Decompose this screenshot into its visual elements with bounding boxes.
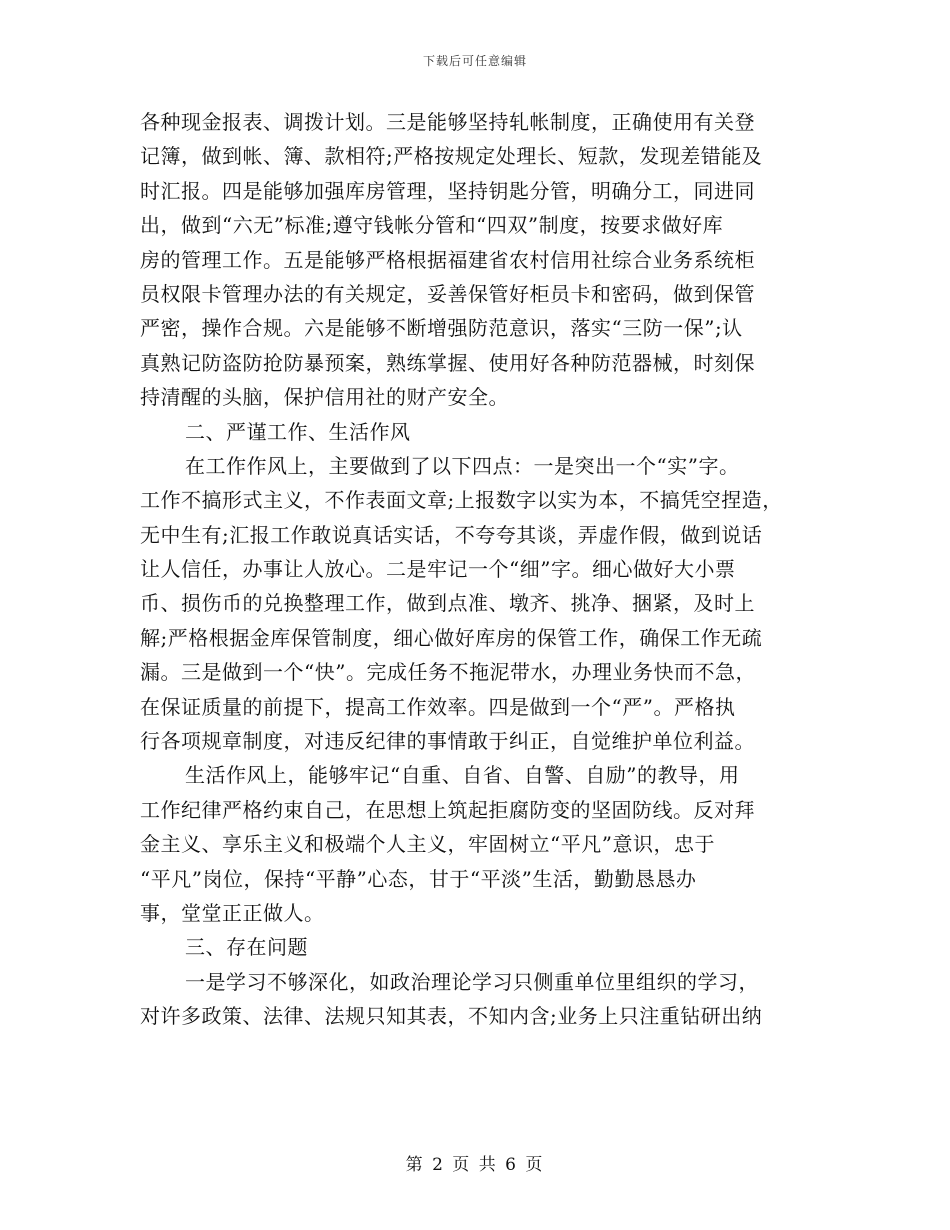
text-line: 工作不搞形式主义，不作表面文章;上报数字以实为本，不搞凭空捏造， [140, 488, 783, 513]
text-line: 记簿，做到帐、簿、款相符;严格按规定处理长、短款，发现差错能及 [140, 144, 763, 169]
text-line: 让人信任，办事让人放心。二是牢记一个“细”字。细心做好大小票 [140, 557, 736, 582]
text-line: 金主义、享乐主义和极端个人主义，牢固树立“平凡”意识，忠于 [140, 832, 715, 857]
text-line: 时汇报。四是能够加强库房管理，坚持钥匙分管，明确分工，同进同 [140, 178, 755, 203]
text-line: 真熟记防盗防抢防暴预案，熟练掌握、使用好各种防范器械，时刻保 [140, 350, 755, 375]
text-line: 持清醒的头脑，保护信用社的财产安全。 [140, 385, 509, 410]
text-line: 出，做到“六无”标准;遵守钱帐分管和“四双”制度，按要求做好库 [140, 213, 724, 238]
text-line: 严密，操作合规。六是能够不断增强防范意识，落实“三防一保”;认 [140, 316, 743, 341]
text-line: 房的管理工作。五是能够严格根据福建省农村信用社综合业务系统柜 [140, 247, 755, 272]
text-line: 工作纪律严格约束自己，在思想上筑起拒腐防变的坚固防线。反对拜 [140, 797, 755, 822]
text-line: “平凡”岗位，保持“平静”心态，甘于“平淡”生活，勤勤恳恳办 [140, 866, 697, 891]
text-line: 一是学习不够深化，如政治理论学习只侧重单位里组织的学习， [185, 969, 759, 994]
section-heading: 三、存在问题 [185, 935, 308, 960]
text-line: 币、损伤币的兑换整理工作，做到点准、墩齐、挑净、捆紧，及时上 [140, 591, 755, 616]
text-line: 在保证质量的前提下，提高工作效率。四是做到一个“严”。严格执 [140, 694, 736, 719]
text-line: 行各项规章制度，对违反纪律的事情敢于纠正，自觉维护单位利益。 [140, 729, 755, 754]
text-line: 各种现金报表、调拨计划。三是能够坚持轧帐制度，正确使用有关登 [140, 110, 755, 134]
section-heading: 二、严谨工作、生活作风 [185, 419, 411, 444]
page-header: 下载后可任意编辑 [422, 54, 527, 68]
text-line: 员权限卡管理办法的有关规定，妥善保管好柜员卡和密码，做到保管 [140, 281, 755, 306]
document-body [140, 105, 820, 1034]
text-line: 事，堂堂正正做人。 [140, 900, 325, 925]
text-line: 对许多政策、法律、法规只知其表，不知内含;业务上只注重钻研出纳 [140, 1004, 763, 1029]
text-line: 无中生有;汇报工作敢说真话实话，不夸夸其谈，弄虚作假，做到说话 [140, 522, 763, 547]
text-line: 解;严格根据金库保管制度，细心做好库房的保管工作，确保工作无疏 [140, 625, 763, 650]
page-number: 第 2 页 共 6 页 [405, 1155, 545, 1175]
text-line: 漏。三是做到一个“快”。完成任务不拖泥带水，办理业务快而不急， [140, 660, 756, 685]
text-line: 在工作作风上，主要做到了以下四点：一是突出一个“实”字。 [185, 453, 740, 478]
text-line: 生活作风上，能够牢记“自重、自省、自警、自励”的教导，用 [185, 763, 740, 788]
